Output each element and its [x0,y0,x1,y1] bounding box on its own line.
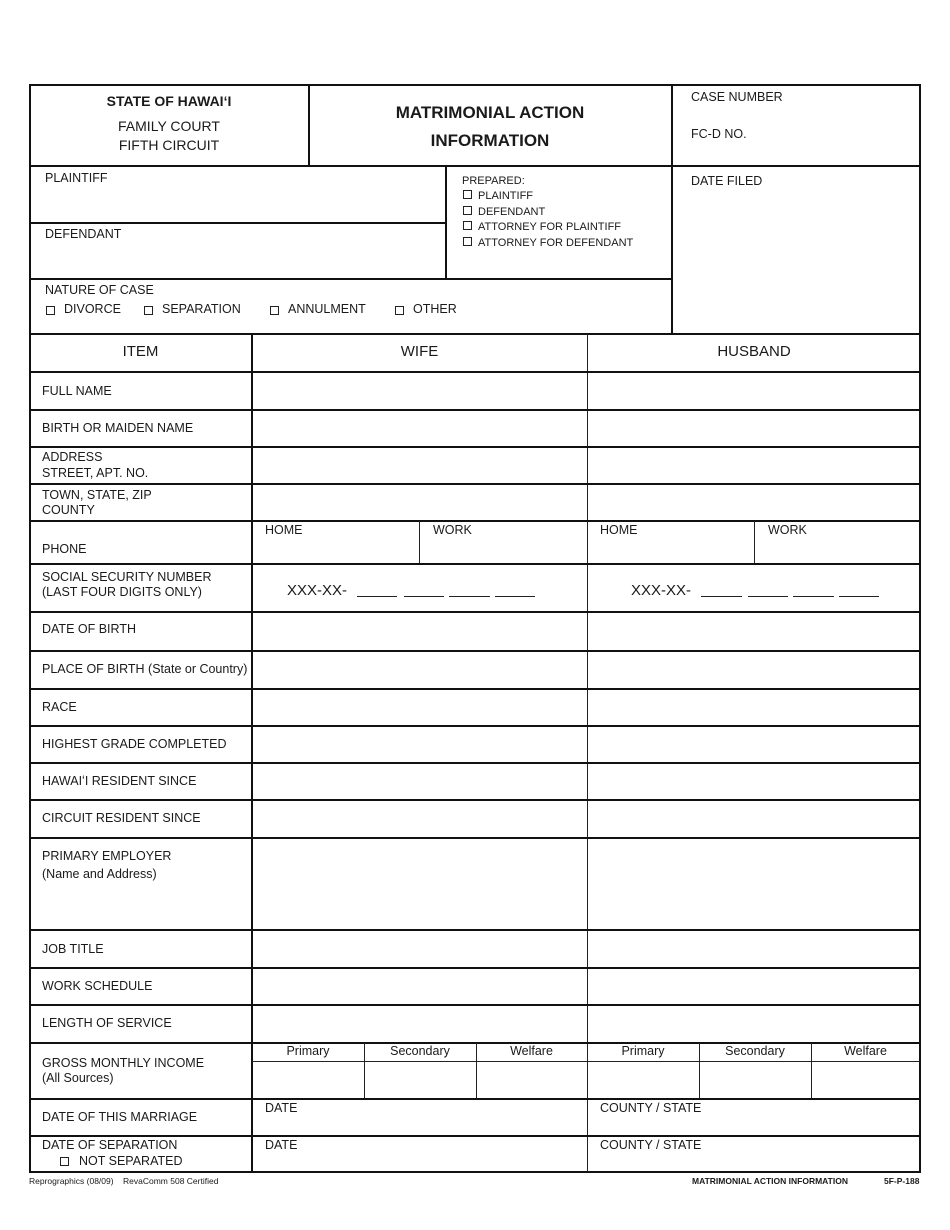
item-pob: PLACE OF BIRTH (State or Country) [42,662,248,676]
husband-pob-field[interactable] [589,652,919,687]
wife-address-field[interactable] [253,448,586,482]
wife-length-service-field[interactable] [253,1006,586,1041]
husband-grade-field[interactable] [589,727,919,761]
court-name: FAMILY COURT [118,118,220,134]
husband-job-title-field[interactable] [589,931,919,966]
divorce-label: DIVORCE [64,302,121,316]
date-filed-label: DATE FILED [691,174,763,188]
item-grade: HIGHEST GRADE COMPLETED [42,737,227,751]
wife-circuit-resident-field[interactable] [253,801,586,836]
row-divider [30,563,920,565]
footer-reprographics: Reprographics (08/09) RevaComm 508 Certified [29,1176,219,1186]
wife-income-secondary-label: Secondary [390,1044,450,1058]
item-circuit-resident: CIRCUIT RESIDENT SINCE [42,811,201,825]
wife-ssn-blank[interactable] [357,596,397,597]
defendant-label: DEFENDANT [45,227,122,241]
footer-form-title: MATRIMONIAL ACTION INFORMATION [692,1176,848,1186]
husband-work-phone-field[interactable] [756,539,919,562]
wife-home-phone-label: HOME [265,523,303,537]
husband-ssn-blank[interactable] [701,596,742,597]
case-number-label: CASE NUMBER [691,90,783,104]
prepared-attorney-defendant-checkbox[interactable] [463,237,472,246]
marriage-date-label: DATE [265,1101,298,1115]
husband-address-field[interactable] [589,448,919,482]
husband-ssn-blank[interactable] [748,596,788,597]
husband-income-secondary-field[interactable] [701,1063,810,1097]
prepared-option-label: DEFENDANT [478,206,546,218]
husband-work-schedule-field[interactable] [589,969,919,1003]
husband-birth-name-field[interactable] [589,411,919,445]
wife-income-primary-label: Primary [286,1044,330,1058]
separation-checkbox[interactable] [144,306,153,315]
husband-full-name-field[interactable] [589,373,919,408]
form-title-line1: MATRIMONIAL ACTION [395,103,585,122]
wife-income-primary-field[interactable] [253,1063,363,1097]
fcd-no-label: FC-D NO. [691,127,747,141]
item-length-service: LENGTH OF SERVICE [42,1016,172,1030]
item-dob: DATE OF BIRTH [42,622,136,636]
item-town: TOWN, STATE, ZIP [42,488,152,502]
wife-home-phone-field[interactable] [253,539,418,562]
item-phone: PHONE [42,542,87,556]
separation-label: SEPARATION [162,302,241,316]
prepared-option-label: ATTORNEY FOR PLAINTIFF [478,221,622,233]
item-marriage: DATE OF THIS MARRIAGE [42,1110,198,1124]
annulment-label: ANNULMENT [288,302,366,316]
item-ssn-note: (LAST FOUR DIGITS ONLY) [42,585,202,599]
column-header-wife: WIFE [400,343,439,360]
husband-hawaii-resident-field[interactable] [589,764,919,798]
separation-date-field[interactable] [253,1153,586,1170]
husband-circuit-resident-field[interactable] [589,801,919,836]
wife-town-field[interactable] [253,485,586,519]
prepared-label: PREPARED: [462,175,525,187]
separation-county-field[interactable] [589,1153,919,1170]
divider [30,333,920,335]
husband-income-primary-field[interactable] [589,1063,698,1097]
husband-dob-field[interactable] [589,613,919,649]
row-divider [30,1098,920,1100]
marriage-county-field[interactable] [589,1116,919,1134]
wife-dob-field[interactable] [253,613,586,649]
row-divider [30,520,920,522]
wife-income-welfare-label: Welfare [510,1044,553,1058]
wife-ssn-blank[interactable] [449,596,490,597]
husband-ssn-prefix: XXX-XX- [631,582,692,599]
prepared-option-label: PLAINTIFF [478,190,534,202]
divider [308,85,310,166]
wife-work-phone-field[interactable] [421,539,586,562]
separation-date-label: DATE [265,1138,298,1152]
nature-of-case-label: NATURE OF CASE [45,283,154,297]
wife-work-phone-label: WORK [433,523,472,537]
item-ssn: SOCIAL SECURITY NUMBER [42,570,212,584]
item-hawaii-resident: HAWAIʻI RESIDENT SINCE [42,774,197,788]
income-subheader-line [252,1061,920,1062]
column-header-item: ITEM [122,343,159,360]
circuit-name: FIFTH CIRCUIT [118,137,220,153]
item-address: ADDRESS [42,450,103,464]
marriage-county-label: COUNTY / STATE [600,1101,702,1115]
prepared-plaintiff-checkbox[interactable] [463,190,472,199]
divider [30,222,446,224]
divider [30,165,920,167]
item-address-street: STREET, APT. NO. [42,466,149,480]
item-income-note: (All Sources) [42,1071,114,1085]
husband-length-service-field[interactable] [589,1006,919,1041]
item-full-name: FULL NAME [42,384,112,398]
wife-race-field[interactable] [253,690,586,724]
wife-income-welfare-field[interactable] [478,1063,586,1097]
prepared-defendant-checkbox[interactable] [463,206,472,215]
annulment-checkbox[interactable] [270,306,279,315]
item-job-title: JOB TITLE [42,942,104,956]
prepared-attorney-plaintiff-checkbox[interactable] [463,221,472,230]
husband-town-field[interactable] [589,485,919,519]
wife-full-name-field[interactable] [253,373,586,408]
not-separated-label: NOT SEPARATED [79,1154,183,1168]
husband-home-phone-label: HOME [600,523,638,537]
separation-county-label: COUNTY / STATE [600,1138,702,1152]
other-label: OTHER [413,302,457,316]
husband-race-field[interactable] [589,690,919,724]
wife-ssn-blank[interactable] [404,596,444,597]
form-title-line2: INFORMATION [430,131,550,150]
wife-pob-field[interactable] [253,652,586,687]
item-employer: PRIMARY EMPLOYER [42,849,172,863]
husband-income-welfare-field[interactable] [813,1063,919,1097]
other-checkbox[interactable] [395,306,404,315]
plaintiff-label: PLAINTIFF [45,171,108,185]
item-income: GROSS MONTHLY INCOME [42,1056,205,1070]
not-separated-checkbox[interactable] [60,1157,69,1166]
husband-income-secondary-label: Secondary [725,1044,785,1058]
item-work-schedule: WORK SCHEDULE [42,979,153,993]
marriage-date-field[interactable] [253,1116,586,1134]
wife-birth-name-field[interactable] [253,411,586,445]
state-name: STATE OF HAWAIʻI [106,93,232,109]
item-separation: DATE OF SEPARATION [42,1138,178,1152]
prepared-option-label: ATTORNEY FOR DEFENDANT [478,237,634,249]
item-birth-name: BIRTH OR MAIDEN NAME [42,421,194,435]
cell-divider [419,521,420,563]
wife-hawaii-resident-field[interactable] [253,764,586,798]
husband-employer-field[interactable] [589,839,919,928]
husband-work-phone-label: WORK [768,523,807,537]
wife-job-title-field[interactable] [253,931,586,966]
wife-grade-field[interactable] [253,727,586,761]
husband-income-welfare-label: Welfare [844,1044,887,1058]
husband-home-phone-field[interactable] [589,539,753,562]
plaintiff-field[interactable] [31,188,444,221]
date-filed-field[interactable] [673,192,919,332]
column-header-husband: HUSBAND [717,343,791,360]
divorce-checkbox[interactable] [46,306,55,315]
husband-income-primary-label: Primary [621,1044,665,1058]
wife-income-secondary-field[interactable] [366,1063,475,1097]
cell-divider [754,521,755,563]
row-divider [30,1135,920,1137]
wife-employer-field[interactable] [253,839,586,928]
divider [30,278,672,280]
husband-ssn-blank[interactable] [793,596,834,597]
defendant-field[interactable] [31,244,444,277]
item-race: RACE [42,700,77,714]
wife-ssn-prefix: XXX-XX- [287,582,348,599]
footer-form-number: 5F-P-188 [884,1176,920,1186]
item-employer-note: (Name and Address) [42,867,157,881]
item-county: COUNTY [42,503,95,517]
husband-ssn-blank[interactable] [839,596,879,597]
wife-ssn-blank[interactable] [495,596,535,597]
wife-work-schedule-field[interactable] [253,969,586,1003]
